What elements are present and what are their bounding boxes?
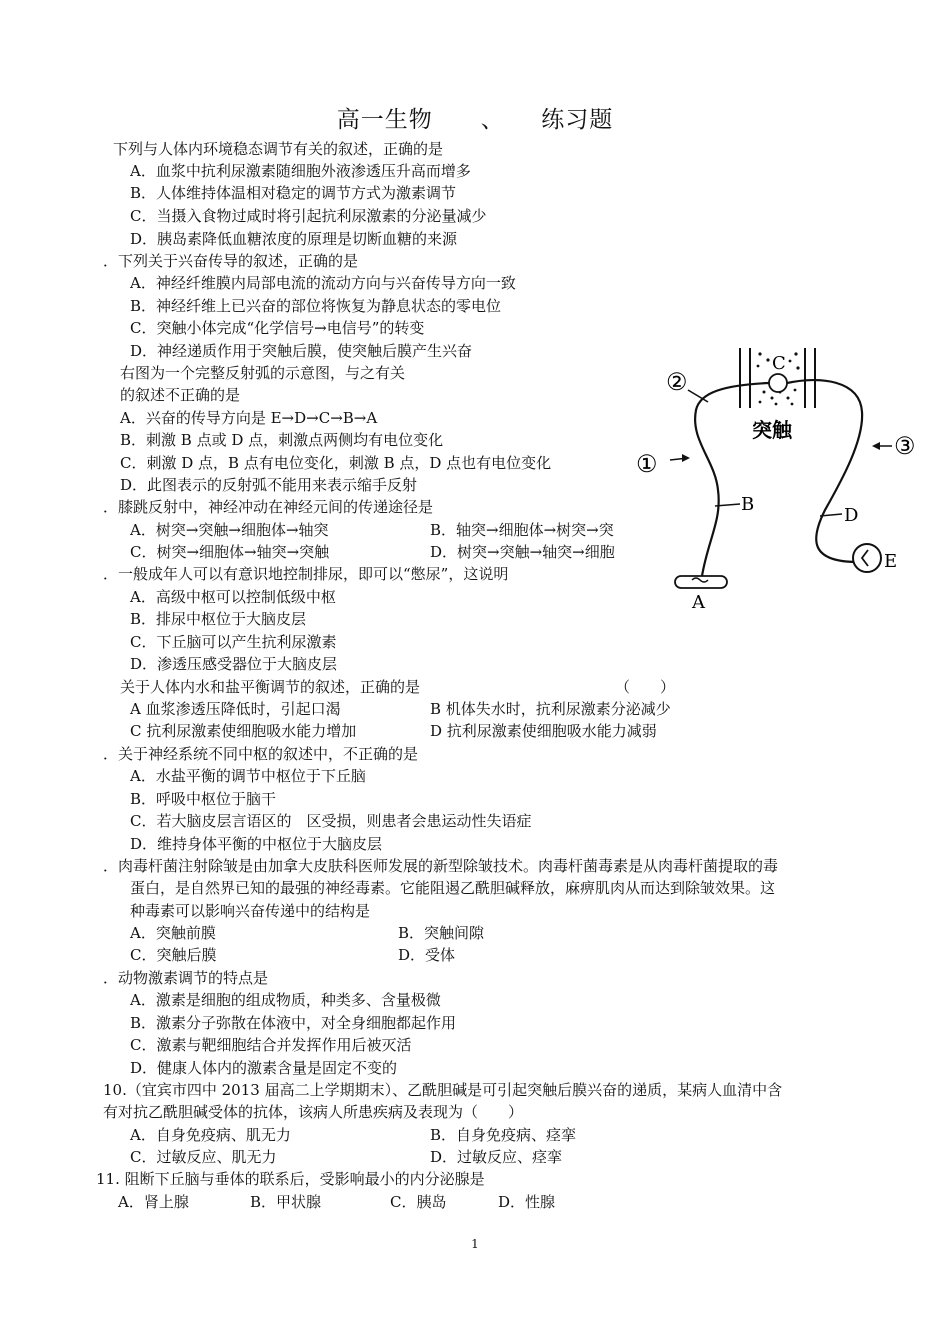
question-4-option-a: A．树突→突触→细胞体→轴突: [130, 521, 329, 539]
afferent-neuron-path: [695, 383, 769, 576]
question-7-option-b: B．呼吸中枢位于脑干: [130, 790, 277, 808]
question-3-option-c: C．刺激 D 点，B 点有电位变化，刺激 B 点，D 点也有电位变化: [120, 454, 552, 472]
question-11-stem: 11. 阻断下丘脑与垂体的联系后，受影响最小的内分泌腺是: [96, 1170, 485, 1188]
label-2: ②: [666, 368, 688, 396]
question-9-stem: ．动物激素调节的特点是: [103, 969, 269, 987]
question-8-option-b: B．突触间隙: [398, 924, 485, 942]
question-6-option-a: A 血浆渗透压降低时，引起口渴: [130, 700, 341, 718]
question-5-option-d: D．渗透压感受器位于大脑皮层: [130, 655, 338, 673]
question-7-option-d: D．维持身体平衡的中枢位于大脑皮层: [130, 835, 383, 853]
question-5-stem: ．一般成年人可以有意识地控制排尿，即可以“憋尿”，这说明: [103, 565, 509, 583]
question-3-option-b: B．刺激 B 点或 D 点，刺激点两侧均有电位变化: [120, 431, 444, 449]
question-4-stem: ．膝跳反射中，神经冲动在神经元间的传递途径是: [103, 498, 434, 516]
question-7-stem: ．关于神经系统不同中枢的叙述中，不正确的是: [103, 745, 419, 763]
question-5-option-c: C．下丘脑可以产生抗利尿激素: [130, 633, 337, 651]
question-6-answer-bracket: （ ）: [615, 678, 676, 696]
question-4-option-b: B．轴突→细胞体→树突→突: [430, 521, 614, 539]
question-10-option-a: A．自身免疫病、肌无力: [130, 1126, 291, 1144]
question-7-option-a: A．水盐平衡的调节中枢位于下丘脑: [130, 767, 366, 785]
question-10-option-d: D．过敏反应、痉挛: [430, 1148, 563, 1166]
label-3: ③: [894, 432, 916, 460]
label-synapse: 突触: [752, 418, 792, 442]
question-6-stem: 关于人体内水和盐平衡调节的叙述，正确的是: [120, 678, 421, 696]
page-title: 高一生物 、 练习题: [336, 107, 614, 133]
label-d: D: [844, 505, 859, 526]
question-6-option-d: D 抗利尿激素使细胞吸水能力减弱: [430, 722, 657, 740]
question-10-stem-line1: 10.（宜宾市四中 2013 届高二上学期期末）、乙酰胆碱是可引起突触后膜兴奋的递质，某病人血清中含: [103, 1081, 783, 1099]
question-11-option-b: B．甲状腺: [250, 1193, 322, 1211]
question-10-stem-line2: 有对抗乙酰胆碱受体的抗体，该病人所患疾病及表现为（ ）: [103, 1103, 524, 1121]
label-1: ①: [636, 450, 658, 478]
question-1-stem: 下列与人体内环境稳态调节有关的叙述，正确的是: [113, 140, 444, 158]
question-2-option-d: D．神经递质作用于突触后膜，使突触后膜产生兴奋: [130, 342, 473, 360]
effector-a-shape: [675, 576, 727, 588]
label-b: B: [741, 494, 755, 515]
question-1-option-d: D．胰岛素降低血糖浓度的原理是切断血糖的来源: [130, 230, 458, 248]
question-2-option-c: C．突触小体完成“化学信号→电信号”的转变: [130, 319, 425, 337]
question-11-option-d: D．性腺: [498, 1193, 556, 1211]
question-8-stem-line2: 蛋白，是自然界已知的最强的神经毒素。它能阻遏乙酰胆碱释放，麻痹肌肉从而达到除皱效果。这: [130, 879, 776, 897]
question-9-option-b: B．激素分子弥散在体液中，对全身细胞都起作用: [130, 1014, 457, 1032]
synapse-knob: [769, 374, 787, 392]
question-5-option-a: A．高级中枢可以控制低级中枢: [130, 588, 336, 606]
question-8-stem-line1: ．肉毒杆菌注射除皱是由加拿大皮肤科医师发展的新型除皱技术。肉毒杆菌毒素是从肉毒杆菌提取的毒: [103, 857, 779, 875]
question-9-option-a: A．激素是细胞的组成物质，种类多、含量极微: [130, 991, 441, 1009]
page-number: 1: [471, 1237, 479, 1251]
label-c: C: [772, 353, 786, 374]
question-8-option-d: D．受体: [398, 946, 456, 964]
question-1-option-b: B．人体维持体温相对稳定的调节方式为激素调节: [130, 184, 457, 202]
question-1-option-a: A．血浆中抗利尿激素随细胞外液渗透压升高而增多: [130, 162, 471, 180]
label-e: E: [884, 551, 898, 572]
question-11-option-a: A．肾上腺: [118, 1193, 189, 1211]
question-9-option-d: D．健康人体内的激素含量是固定不变的: [130, 1059, 398, 1077]
question-6-option-b: B 机体失水时，抗利尿激素分泌减少: [430, 700, 671, 718]
question-2-option-b: B．神经纤维上已兴奋的部位将恢复为静息状态的零电位: [130, 297, 502, 315]
question-7-option-c: C．若大脑皮层言语区的 区受损，则患者会患运动性失语症: [130, 812, 532, 830]
efferent-neuron-path: [787, 380, 862, 562]
receptor-e-circle: [853, 544, 881, 572]
question-3-stem-line2: 的叙述不正确的是: [120, 386, 241, 404]
question-8-option-a: A．突触前膜: [130, 924, 216, 942]
question-4-option-c: C．树突→细胞体→轴突→突触: [130, 543, 330, 561]
question-10-option-c: C．过敏反应、肌无力: [130, 1148, 277, 1166]
question-2-option-a: A．神经纤维膜内局部电流的流动方向与兴奋传导方向一致: [130, 274, 516, 292]
question-8-option-c: C．突触后膜: [130, 946, 217, 964]
question-9-option-c: C．激素与靶细胞结合并发挥作用后被灭活: [130, 1036, 412, 1054]
question-8-stem-line3: 种毒素可以影响兴奋传递中的结构是: [130, 902, 371, 920]
question-2-stem: ．下列关于兴奋传导的叙述，正确的是: [103, 252, 359, 270]
question-11-option-c: C．胰岛: [390, 1193, 447, 1211]
question-10-option-b: B．自身免疫病、痉挛: [430, 1126, 577, 1144]
question-5-option-b: B．排尿中枢位于大脑皮层: [130, 610, 307, 628]
reflex-arc-diagram: [630, 340, 930, 620]
question-6-option-c: C 抗利尿激素使细胞吸水能力增加: [130, 722, 357, 740]
question-3-option-d: D．此图表示的反射弧不能用来表示缩手反射: [120, 476, 418, 494]
label-a: A: [692, 592, 705, 613]
question-4-option-d: D．树突→突触→轴突→细胞: [430, 543, 615, 561]
question-1-option-c: C．当摄入食物过咸时将引起抗利尿激素的分泌量减少: [130, 207, 487, 225]
question-3-stem-line1: 右图为一个完整反射弧的示意图，与之有关: [120, 364, 406, 382]
question-3-option-a: A．兴奋的传导方向是 E→D→C→B→A: [120, 409, 378, 427]
